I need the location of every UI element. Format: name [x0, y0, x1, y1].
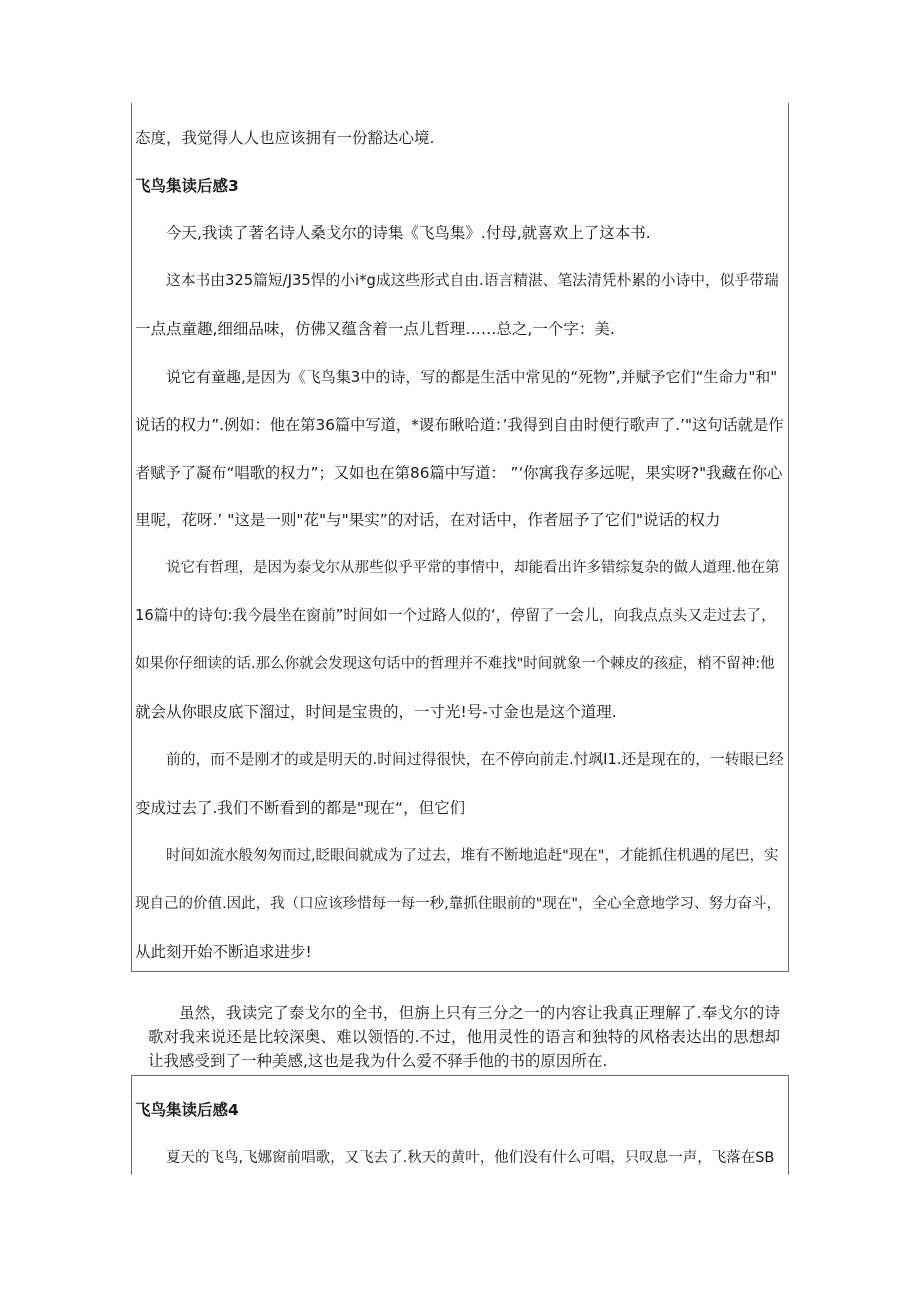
text-line-box2-2: 夏天的飞鸟,飞娜窗前唱歌，又飞去了.秋天的黄叶，他们没有什么可唱，只叹息一声，飞落在SB — [166, 1150, 775, 1166]
text-line-5: 一点点童趣,细细品味，仿佛又蕴含着一点儿哲理……总之,一个字：美. — [135, 320, 615, 338]
text-line-7: 说话的权力”.例如：他在第36篇中写道，*谡布瞅哈道：’我得到自由时便行歌声了.’"这句话就是作 — [135, 416, 784, 434]
text-line-12: 如果你仔细读的话.那么你就会发现这句话中的哲理并不难找"时间就象一个棘皮的孩症，梢不留神:他 — [135, 656, 775, 672]
text-line-4: 这本书由325篇短/J35悍的小i*g成这些形式自由.语言精湛、笔法清凭朴累的小诗中，似乎带瑞 — [166, 272, 779, 289]
text-line-13: 就会从你眼皮底下溜过，时间是宝贵的，一寸光!号-寸金也是这个道理. — [135, 703, 617, 721]
text-line-11: 16篇中的诗句:我今晨坐在窗前”时间如一个过路人似的‘，停留了一会儿，向我点点头又走过去了， — [135, 607, 776, 624]
text-line-14: 前的，而不是刚才的或是明天的.时间过得很快，在不停向前走.忖飒I1.还是现在的，一转眼已经 — [166, 751, 784, 768]
text-line-15: 变成过去了.我们不断看到的都是"现在“，但它们 — [135, 799, 466, 817]
section-heading-3: 飞鸟集读后感3 — [135, 177, 239, 195]
text-line-1: 态度，我觉得人人也应该拥有一份豁达心境. — [135, 129, 435, 147]
text-line-8: 者赋予了凝布“唱歌的权力”；又如也在第86篇中写道： ”‘你寓我存多远呢，果实呀?"我藏在你心 — [135, 464, 783, 482]
text-line-17: 现自己的价值.因此，我（口应该珍惜每一每一秒,靠抓住眼前的"现在"，全心全意地学习、努力奋斗， — [135, 896, 782, 912]
text-line-6: 说它有童趣,是因为《飞鸟集3中的诗，写的都是生活中常见的“死物”,并赋予它们“生命力"和" — [166, 368, 778, 386]
text-line-3: 今天,我读了著名诗人桑戈尔的诗集《飞鸟集》.付母,就喜欢上了这本书. — [166, 224, 651, 242]
text-line-10: 说它有哲理，是因为泰戈尔从那些似乎平常的事情中，却能看出许多错综复杂的做人道理.他在第 — [166, 560, 780, 576]
middle-paragraph: 虽然，我读完了泰戈尔的全书，但旃上只有三分之一的内容让我真正理解了.奉戈尔的诗歌对我来说还是比较深奥、难以领悟的.不过，他用灵性的语言和独特的风格表达出的思想却让我感受到了一种美感,这也是我为什么爱不驿手他的书的原因所在. — [148, 1004, 780, 1070]
text-line-9: 里呢，花呀.’ "这是一则"花"与"果实”的对话，在对话中，作者屈予了它们"说话的权力 — [135, 511, 721, 529]
section-heading-4: 飞鸟集读后感4 — [135, 1101, 239, 1119]
text-line-18: 从此刻开始不断追求进步! — [135, 943, 312, 961]
text-line-16: 时间如流水般匆匆而过,眨眼间就成为了过去，堆有不断地追赶"现在"，才能抓住机遇的尾巴，实 — [166, 848, 779, 864]
